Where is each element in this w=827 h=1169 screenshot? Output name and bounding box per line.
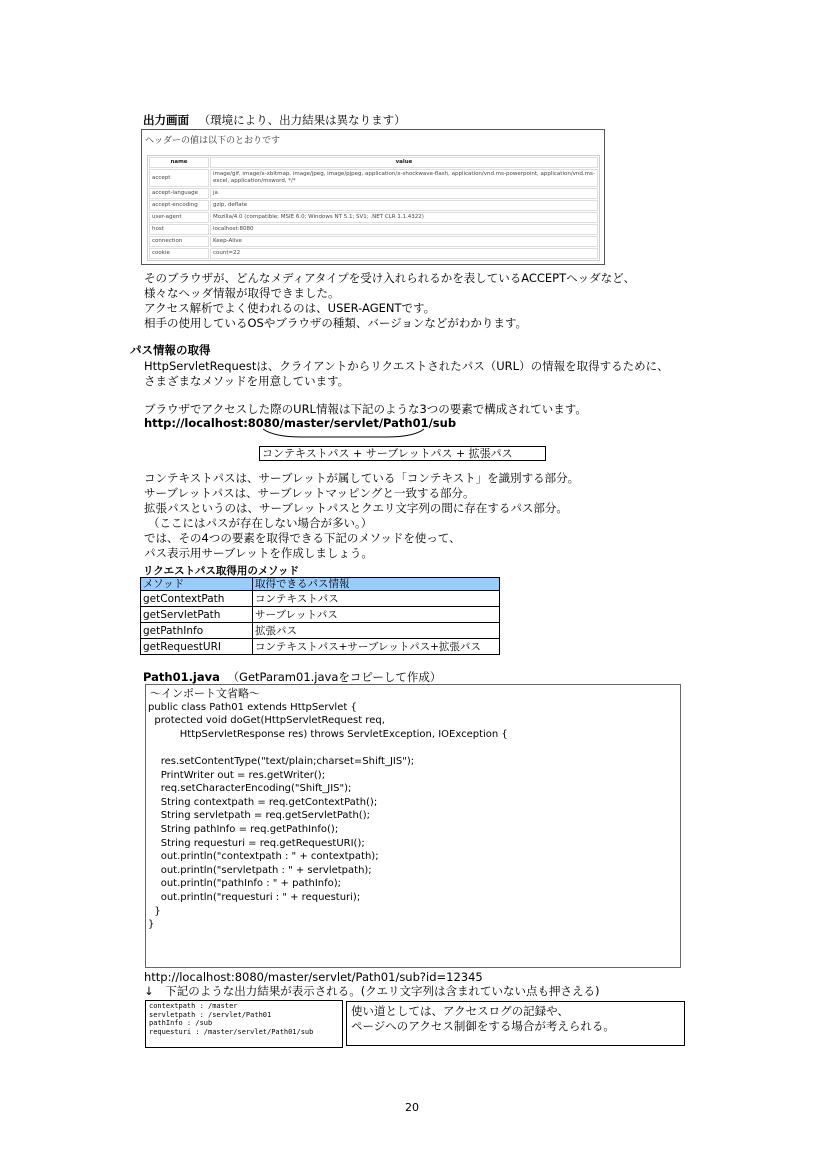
code-line: out.println("pathInfo : " + pathInfo); bbox=[148, 878, 342, 890]
header-name-cell: cookie bbox=[149, 248, 209, 259]
result-note-line bbox=[144, 984, 600, 998]
header-row bbox=[149, 188, 598, 199]
header-value-cell: gzip, deflate bbox=[210, 200, 598, 211]
output-line: contextpath : /master bbox=[149, 1002, 238, 1010]
paragraph-line: そのブラウザが、どんなメディアタイプを受け入れられるかを表しているACCEPTヘッダなど、 bbox=[144, 271, 636, 285]
method-table-header bbox=[141, 578, 500, 591]
url-brace bbox=[262, 426, 426, 440]
code-line: } bbox=[148, 905, 161, 917]
output-line: requesturi : /master/servlet/Path01/sub bbox=[149, 1027, 314, 1036]
header-name-cell: accept-language bbox=[149, 188, 209, 199]
code-line: out.println("requesturi : " + requesturi); bbox=[148, 892, 361, 903]
method-row bbox=[141, 639, 500, 655]
header-value-cell: image/gif, image/x-xbitmap, image/jpeg, image/pjpeg, application/x-shockwave-flash, application/vnd.ms-powerpoint, application/vnd.ms-excel, application/msword, */* bbox=[210, 169, 598, 187]
code-line: String contextpath = req.getContextPath(); bbox=[148, 796, 378, 808]
method-name-cell: getRequestURI bbox=[141, 639, 253, 655]
output-note: （環境により、出力結果は異なります） bbox=[198, 113, 406, 127]
url-example: http://localhost:8080/master/servlet/Path01/sub bbox=[144, 416, 457, 430]
method-row bbox=[141, 607, 500, 623]
header-name-cell: user-agent bbox=[149, 212, 209, 223]
request-url: http://localhost:8080/master/servlet/Path01/sub?id=12345 bbox=[144, 970, 483, 984]
method-table bbox=[140, 577, 500, 655]
url-intro: ブラウザでアクセスした際のURL情報は下記のような3つの要素で構成されています。 bbox=[144, 402, 587, 416]
header-value-cell: localhost:8080 bbox=[210, 224, 598, 235]
code-line: HttpServletResponse res) throws ServletException, IOException { bbox=[148, 728, 508, 740]
header-name-cell: connection bbox=[149, 236, 209, 247]
output-line: servletpath : /servlet/Path01 bbox=[149, 1010, 272, 1019]
paragraph-line: HttpServletRequestは、クライアントからリクエストされたパス（URL）の情報を取得するために、 bbox=[144, 359, 669, 373]
header-name-cell: accept bbox=[149, 169, 209, 187]
servlet-output-box bbox=[145, 1000, 343, 1048]
header-name-cell: accept-encoding bbox=[149, 200, 209, 211]
output-title: 出力画面 bbox=[143, 113, 189, 127]
code-line: public class Path01 extends HttpServlet { bbox=[148, 701, 357, 713]
method-name-cell: getPathInfo bbox=[141, 623, 253, 639]
paragraph-line: パス表示用サーブレットを作成しましょう。 bbox=[144, 546, 373, 560]
code-line: } bbox=[148, 919, 155, 931]
code-line: out.println("servletpath : " + servletpath); bbox=[148, 864, 372, 876]
paragraph-line: （ここにはパスが存在しない場合が多い。） bbox=[148, 516, 373, 530]
usage-note-box bbox=[346, 1001, 685, 1046]
header-value-cell: Keep-Alive bbox=[210, 236, 598, 247]
code-note: （GetParam01.javaをコピーして作成） bbox=[227, 670, 442, 684]
header-row bbox=[149, 200, 598, 211]
header-path-info: 取得できるパス情報 bbox=[253, 578, 500, 591]
result-note: 下記のような出力結果が表示される。(クエリ文字列は含まれていない点も押さえる) bbox=[165, 984, 600, 998]
header-row bbox=[149, 212, 598, 223]
header-value-cell: count=22 bbox=[210, 248, 598, 259]
path-info-cell: コンテキストパス bbox=[253, 591, 500, 607]
code-line: out.println("contextpath : " + contextpath); bbox=[148, 851, 379, 863]
header-name-cell: host bbox=[149, 224, 209, 235]
method-name-cell: getContextPath bbox=[141, 591, 253, 607]
path-info-cell: コンテキストパス+サーブレットパス+拡張パス bbox=[253, 639, 500, 655]
url-parts-label: コンテキストパス + サーブレットパス + 拡張パス bbox=[259, 446, 546, 461]
paragraph-line: アクセス解析でよく使われるのは、USER-AGENTです。 bbox=[144, 301, 436, 315]
paragraph-line: 拡張パスというのは、サーブレットパスとクエリ文字列の間に存在するパス部分。 bbox=[144, 501, 568, 515]
header-explanation bbox=[144, 271, 635, 331]
paragraph-line: コンテキストパスは、サーブレットが属している「コンテキスト」を識別する部分。 bbox=[144, 471, 580, 485]
path-info-cell: 拡張パス bbox=[253, 623, 500, 639]
method-row bbox=[141, 591, 500, 607]
path-intro bbox=[144, 359, 669, 389]
column-header-value: value bbox=[210, 157, 598, 168]
header-method: メソッド bbox=[141, 578, 253, 591]
header-row bbox=[149, 224, 598, 235]
code-block bbox=[145, 684, 681, 968]
output-section-heading bbox=[143, 113, 406, 127]
paragraph-line: では、その4つの要素を取得できる下記のメソッドを使って、 bbox=[144, 531, 461, 545]
down-arrow-icon: ↓ bbox=[144, 984, 154, 998]
header-row bbox=[149, 236, 598, 247]
code-line: String pathInfo = req.getPathInfo(); bbox=[148, 824, 339, 835]
method-table-title: リクエストパス取得用のメソッド bbox=[143, 565, 300, 577]
path-explanation bbox=[144, 471, 579, 561]
method-name-cell: getServletPath bbox=[141, 607, 253, 623]
path-section-heading: パス情報の取得 bbox=[130, 343, 211, 357]
usage-line: ページへのアクセス制御をする場合が考えられる。 bbox=[351, 1019, 615, 1033]
code-line: String servletpath = req.getServletPath(); bbox=[148, 810, 370, 822]
code-line: PrintWriter out = res.getWriter(); bbox=[148, 769, 326, 781]
paragraph-line: さまざまなメソッドを用意しています。 bbox=[144, 374, 350, 388]
code-filename: Path01.java bbox=[143, 670, 220, 684]
paragraph-line: 様々なヘッダ情報が取得できました。 bbox=[144, 286, 340, 300]
code-line: protected void doGet(HttpServletRequest req, bbox=[148, 715, 385, 727]
header-values-table bbox=[147, 155, 600, 261]
column-header-name: name bbox=[149, 157, 209, 168]
header-row bbox=[149, 248, 598, 259]
screenshot-caption: ヘッダーの値は以下のとおりです bbox=[145, 136, 281, 146]
code-line: String requesturi = req.getRequestURI(); bbox=[148, 837, 365, 849]
header-row bbox=[149, 169, 598, 187]
header-value-cell: ja bbox=[210, 188, 598, 199]
code-heading bbox=[143, 670, 441, 684]
page-number: 20 bbox=[405, 1101, 419, 1114]
output-line: pathInfo : /sub bbox=[149, 1019, 213, 1027]
code-line: res.setContentType("text/plain;charset=Shift_JIS"); bbox=[148, 756, 415, 767]
paragraph-line: サーブレットパスは、サーブレットマッピングと一致する部分。 bbox=[144, 486, 475, 500]
method-row bbox=[141, 623, 500, 639]
browser-output-screenshot bbox=[141, 129, 605, 265]
path-info-cell: サーブレットパス bbox=[253, 607, 500, 623]
code-line: req.setCharacterEncoding("Shift_JIS"); bbox=[148, 783, 352, 795]
code-line: ～インポート文省略～ bbox=[150, 687, 260, 700]
header-value-cell: Mozilla/4.0 (compatible; MSIE 6.0; Windows NT 5.1; SV1; .NET CLR 1.1.4322) bbox=[210, 212, 598, 223]
paragraph-line: 相手の使用しているOSやブラウザの種類、バージョンなどがわかります。 bbox=[144, 316, 527, 330]
usage-line: 使い道としては、アクセスログの記録や、 bbox=[351, 1004, 569, 1018]
